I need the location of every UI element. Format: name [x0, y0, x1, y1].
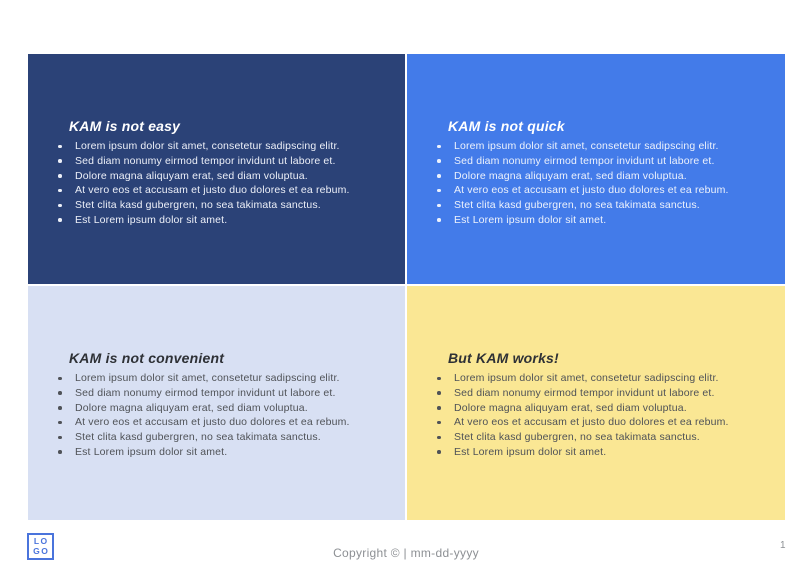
bullet-item: Stet clita kasd gubergren, no sea takimata sanctus. [434, 198, 777, 213]
bullet-item: Stet clita kasd gubergren, no sea takimata sanctus. [55, 198, 397, 213]
quadrant-but-kam-works [407, 286, 785, 520]
bullet-item: Lorem ipsum dolor sit amet, consetetur sadipscing elitr. [434, 371, 777, 386]
bullet-list [55, 371, 397, 460]
bullet-item: At vero eos et accusam et justo duo dolores et ea rebum. [55, 415, 397, 430]
bullet-list [55, 139, 397, 228]
quadrant-kam-is-not-convenient [28, 286, 405, 520]
copyright-text: Copyright © | mm-dd-yyyy [333, 546, 479, 560]
bullet-item: At vero eos et accusam et justo duo dolores et ea rebum. [434, 183, 777, 198]
bullet-item: Dolore magna aliquyam erat, sed diam voluptua. [434, 401, 777, 416]
bullet-item: Sed diam nonumy eirmod tempor invidunt ut labore et. [55, 386, 397, 401]
bullet-item: At vero eos et accusam et justo duo dolores et ea rebum. [434, 415, 777, 430]
bullet-item: Sed diam nonumy eirmod tempor invidunt ut labore et. [434, 154, 777, 169]
bullet-item: Dolore magna aliquyam erat, sed diam voluptua. [434, 169, 777, 184]
bullet-item: Est Lorem ipsum dolor sit amet. [55, 213, 397, 228]
quadrant-title: KAM is not convenient [69, 350, 225, 366]
logo-line-1: LO [33, 536, 49, 546]
bullet-item: Est Lorem ipsum dolor sit amet. [434, 213, 777, 228]
page-number: 1 [780, 540, 786, 551]
bullet-item: Sed diam nonumy eirmod tempor invidunt ut labore et. [434, 386, 777, 401]
bullet-item: Dolore magna aliquyam erat, sed diam voluptua. [55, 169, 397, 184]
bullet-item: Stet clita kasd gubergren, no sea takimata sanctus. [434, 430, 777, 445]
bullet-item: Est Lorem ipsum dolor sit amet. [55, 445, 397, 460]
quadrant-title: KAM is not quick [448, 118, 565, 134]
bullet-item: Stet clita kasd gubergren, no sea takimata sanctus. [55, 430, 397, 445]
bullet-item: Dolore magna aliquyam erat, sed diam voluptua. [55, 401, 397, 416]
quadrant-kam-is-not-quick [407, 54, 785, 284]
bullet-item: Sed diam nonumy eirmod tempor invidunt ut labore et. [55, 154, 397, 169]
quadrant-kam-is-not-easy [28, 54, 405, 284]
bullet-list [434, 139, 777, 228]
bullet-item: Lorem ipsum dolor sit amet, consetetur sadipscing elitr. [55, 139, 397, 154]
bullet-item: At vero eos et accusam et justo duo dolores et ea rebum. [55, 183, 397, 198]
quadrant-grid [28, 54, 785, 520]
bullet-item: Est Lorem ipsum dolor sit amet. [434, 445, 777, 460]
bullet-item: Lorem ipsum dolor sit amet, consetetur sadipscing elitr. [434, 139, 777, 154]
quadrant-title: But KAM works! [448, 350, 559, 366]
bullet-list [434, 371, 777, 460]
bullet-item: Lorem ipsum dolor sit amet, consetetur sadipscing elitr. [55, 371, 397, 386]
logo-line-2: GO [33, 545, 50, 556]
quadrant-title: KAM is not easy [69, 118, 181, 134]
